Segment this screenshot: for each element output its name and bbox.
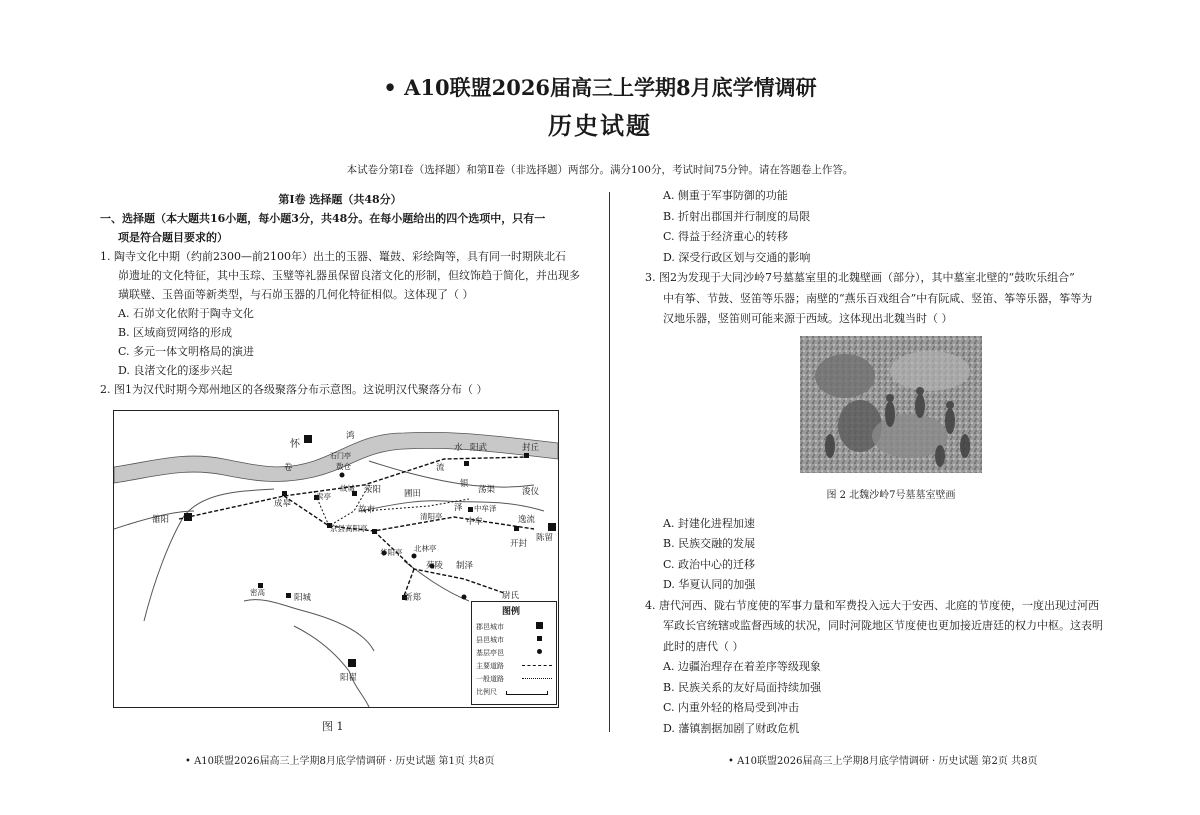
section-instruction-cont: 项是符合题目要求的） (118, 231, 228, 244)
map-label: 新郑 (404, 593, 422, 603)
map-label: 开封 (510, 539, 528, 549)
map-label: 荡渠 (478, 485, 496, 495)
map-town-marker (464, 461, 469, 466)
map-label: 鸿 (346, 431, 355, 441)
map-label: 苑陵 (426, 561, 444, 571)
map-label: 荥阳 (364, 485, 382, 495)
question-3-option-c: C. 政治中心的迁移 (663, 557, 756, 571)
mural-graphic (800, 336, 982, 473)
question-3-stem: 中有筝、节鼓、竖笛等乐器；南壁的“燕乐百戏组合”中有阮咸、竖笛、筝等乐器，筝等为 (663, 291, 1093, 305)
settlement-map (113, 410, 559, 708)
legend-village: 基层亭邑 (476, 649, 504, 657)
legend-square-icon (537, 636, 542, 641)
question-4-stem: 此时的唐代（ ） (663, 639, 744, 653)
map-village-marker (412, 554, 417, 559)
question-3-stem: 汉地乐器，竖笛则可能来源于西域。这体现出北魏当时（ ） (663, 312, 953, 325)
question-3-stem: 3. 图2为发现于大同沙岭7号墓墓室里的北魏壁画（部分），其中墓室北壁的“鼓吹乐组合” (645, 271, 1075, 284)
map-town-marker (468, 507, 473, 512)
question-1-option-b: B. 区域商贸网络的形成 (118, 326, 233, 339)
mural-caption: 图 2 北魏沙岭7号墓墓室壁画 (826, 490, 956, 501)
footer-page-2: • A10联盟2026届高三上学期8月底学情调研 · 历史试题 第2页 共8页 (728, 756, 1038, 767)
section-title: 第Ⅰ卷 选择题（共48分） (278, 193, 402, 206)
question-2-option-b: B. 折射出郡国并行制度的局限 (663, 209, 811, 223)
map-label: 中牟 (466, 517, 484, 527)
river-line (294, 626, 369, 707)
map-label: 石门亭 (330, 452, 351, 460)
map-town-marker (524, 453, 529, 458)
mural-image (800, 336, 982, 473)
map-label: 京县高阳亭 (330, 524, 368, 533)
river-line (144, 489, 274, 621)
map-label: 雒阳 (152, 515, 170, 525)
legend-county-city: 郡邑城市 (476, 623, 504, 631)
map-village-marker (340, 473, 345, 478)
legend-minor-road: 一般道路 (476, 675, 504, 683)
question-4-stem: 军政长官统辖或监督西域的状况，同时河陇地区节度使也更加接近唐廷的权力中枢。这表明 (663, 619, 1103, 632)
map-label: 阳武 (470, 443, 488, 453)
map-label: 华阳亭 (380, 548, 403, 557)
question-4-option-c: C. 内重外轻的格局受到冲击 (663, 701, 800, 714)
section-instruction: 一、选择题（本大题共16小题，每小题3分，共48分。在每小题给出的四个选项中，只有一 (100, 212, 546, 225)
legend-scale: 比例尺 (476, 688, 497, 696)
question-2-option-d: D. 深受行政区划与交通的影响 (663, 250, 811, 264)
question-1-stem: 1. 陶寺文化中期（约前2300—前2100年）出土的玉器、鼍鼓、彩绘陶等，具有同一时期陕北石 (100, 250, 566, 263)
question-4-option-b: B. 民族关系的友好局面持续加强 (663, 680, 822, 694)
map-label: 封丘 (522, 443, 540, 453)
map-label: 敖仓 (336, 462, 351, 471)
map-label: 逸流 (518, 515, 536, 525)
question-3-option-b: B. 民族交融的发展 (663, 537, 756, 550)
column-divider (609, 192, 610, 732)
legend-scale-bar (506, 691, 548, 695)
map-label: 阳城 (294, 593, 312, 603)
map-label: 泽 (454, 503, 463, 513)
question-1-stem: 璜联璧、玉兽面等新类型，与石峁玉器的几何化特征相似。这体现了（ ） (118, 288, 474, 301)
map-caption: 图 1 (322, 720, 344, 733)
map-legend (471, 601, 557, 705)
legend-minor-road-line (522, 678, 552, 679)
question-1 (100, 247, 580, 380)
map-label: 水 (454, 443, 463, 453)
map-town-marker (282, 491, 287, 496)
map-town-marker (372, 529, 377, 534)
map-label: 尉氏 (502, 591, 520, 601)
river-line (244, 600, 374, 651)
legend-title: 图例 (502, 607, 521, 617)
map-label: 故城 (340, 484, 355, 493)
map-label: 圃田 (404, 489, 422, 499)
map-label: 制泽 (456, 561, 474, 571)
map-label: 中牟泽 (474, 504, 497, 513)
exam-subtitle: 历史试题 (548, 111, 652, 140)
question-1-option-c: C. 多元一体文明格局的演进 (118, 345, 255, 358)
question-1-stem: 峁遗址的文化特征，其中玉琮、玉璧等礼器虽保留良渚文化的形制，但纹饰趋于简化，并出现多 (118, 269, 580, 282)
question-4-stem: 4. 唐代河西、陇右节度使的军事力量和军费投入远大于安西、北庭的节度使，一度出现过河西 (645, 598, 1099, 612)
legend-main-road: 主要道路 (476, 662, 504, 670)
legend-square-icon (536, 622, 543, 629)
map-town-marker (514, 526, 519, 531)
map-label: 银 (460, 479, 469, 489)
map-town-marker (286, 593, 291, 598)
map-label: 浚仪 (522, 487, 540, 497)
map-label: 流 (436, 463, 445, 473)
map-label: 陈留 (536, 533, 554, 543)
question-2-stem: 2. 图1为汉代时期今郑州地区的各级聚落分布示意图。这说明汉代聚落分布（ ） (100, 383, 488, 396)
map-label: 北林亭 (414, 544, 437, 553)
river-line (369, 461, 534, 487)
footer-page-1: • A10联盟2026届高三上学期8月底学情调研 · 历史试题 第1页 共8页 (185, 756, 495, 767)
question-2-option-c: C. 得益于经济重心的转移 (663, 230, 789, 243)
map-label: 阳翟 (340, 673, 358, 683)
map-city-marker (548, 523, 556, 531)
map-label: 索亭 (316, 492, 331, 501)
map-city-marker (304, 435, 312, 443)
question-3-option-d: D. 华夏认同的加强 (663, 578, 756, 591)
question-4-option-d: D. 藩镇割据加剧了财政危机 (663, 721, 800, 735)
map-label: 故市 (358, 505, 376, 515)
map-label: 清阳亭 (420, 512, 443, 521)
map-city-marker (348, 659, 356, 667)
map-label: 成皋 (274, 499, 292, 509)
exam-instructions: 本试卷分第Ⅰ卷（选择题）和第Ⅱ卷（非选择题）两部分。满分100分，考试时间75分钟。请在答题卷上作答。 (346, 164, 854, 176)
question-2-option-a: A. 侧重于军事防御的功能 (663, 189, 788, 202)
exam-title: • A10联盟2026届高三上学期8月底学情调研 (383, 75, 817, 100)
map-city-marker (184, 513, 192, 521)
map-label: 怀 (290, 439, 300, 450)
legend-dot-icon (537, 649, 542, 654)
map-label: 密高 (250, 588, 265, 597)
left-column (100, 190, 580, 399)
legend-main-road-line (522, 665, 552, 666)
question-1-option-a: A. 石峁文化依附于陶寺文化 (118, 307, 254, 320)
map-village-marker (462, 595, 467, 600)
legend-county: 县邑城市 (476, 636, 504, 644)
question-4-option-a: A. 边疆治理存在着差序等级现象 (663, 660, 821, 673)
question-1-option-d: D. 良渚文化的逐步兴起 (118, 364, 233, 377)
question-3-option-a: A. 封建化进程加速 (663, 516, 755, 530)
map-label: 卷 (284, 463, 293, 473)
